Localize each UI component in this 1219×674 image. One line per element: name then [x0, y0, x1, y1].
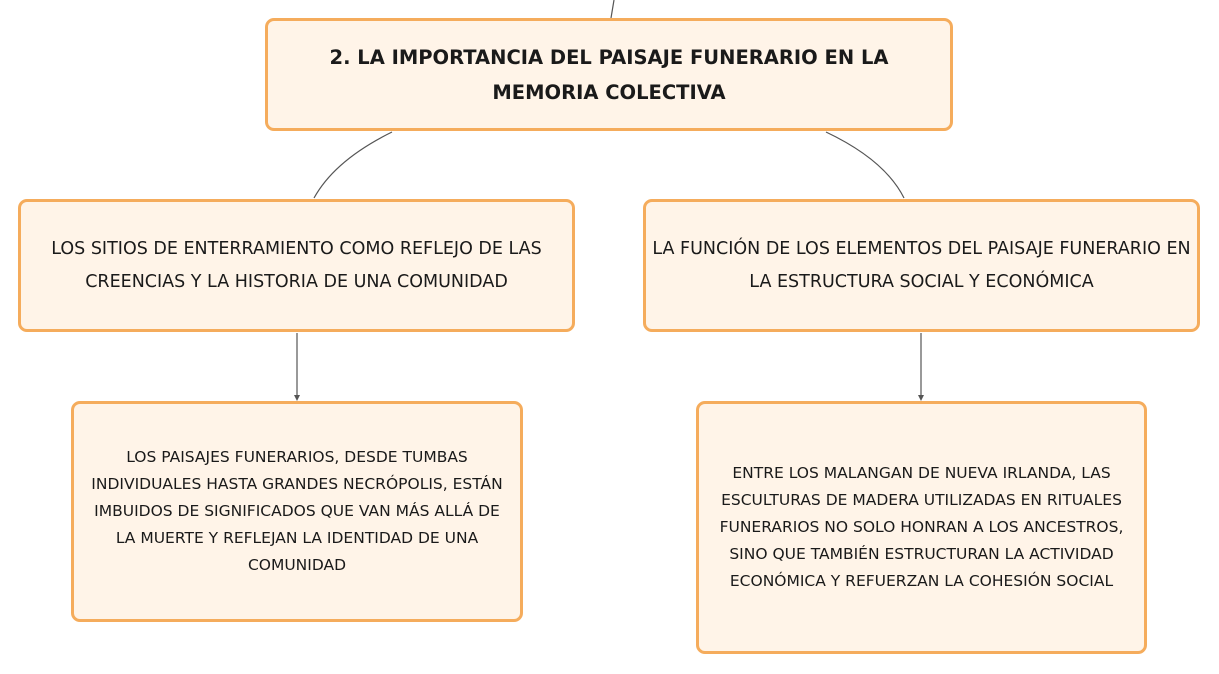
- leaf-node-text: LOS PAISAJES FUNERARIOS, DESDE TUMBAS INDIVIDUALES HASTA GRANDES NECRÓPOLIS, ESTÁN IMBUIDOS DE SIGNIFICADOS QUE VAN MÁS ALLÁ DE LA MUERTE Y REFLEJAN LA IDENTIDAD DE UNA COMUNIDAD: [91, 448, 503, 574]
- branch-node-text: LOS SITIOS DE ENTERRAMIENTO COMO REFLEJO DE LAS CREENCIAS Y LA HISTORIA DE UNA COMUNIDAD: [51, 238, 542, 292]
- root-node-text: 2. LA IMPORTANCIA DEL PAISAJE FUNERARIO EN LA MEMORIA COLECTIVA: [329, 45, 889, 104]
- connector-root-to-right-branch: [826, 132, 904, 198]
- connector-from-parent: [611, 0, 614, 18]
- connector-root-to-left-branch: [314, 132, 392, 198]
- root-node[interactable]: [265, 18, 953, 131]
- leaf-node-malangan[interactable]: [696, 401, 1147, 654]
- leaf-node-text: ENTRE LOS MALANGAN DE NUEVA IRLANDA, LAS ESCULTURAS DE MADERA UTILIZADAS EN RITUALES FUNERARIOS NO SOLO HONRAN A LOS ANCESTROS, SINO QUE TAMBIÉN ESTRUCTURAN LA ACTIVIDAD ECONÓMICA Y REFUERZAN LA COHESIÓN SOCIAL: [719, 464, 1124, 590]
- leaf-node-funerary-landscapes[interactable]: [71, 401, 523, 622]
- branch-node-funerary-function[interactable]: [643, 199, 1200, 332]
- branch-node-text: LA FUNCIÓN DE LOS ELEMENTOS DEL PAISAJE FUNERARIO EN LA ESTRUCTURA SOCIAL Y ECONÓMICA: [652, 238, 1191, 292]
- branch-node-burial-sites[interactable]: [18, 199, 575, 332]
